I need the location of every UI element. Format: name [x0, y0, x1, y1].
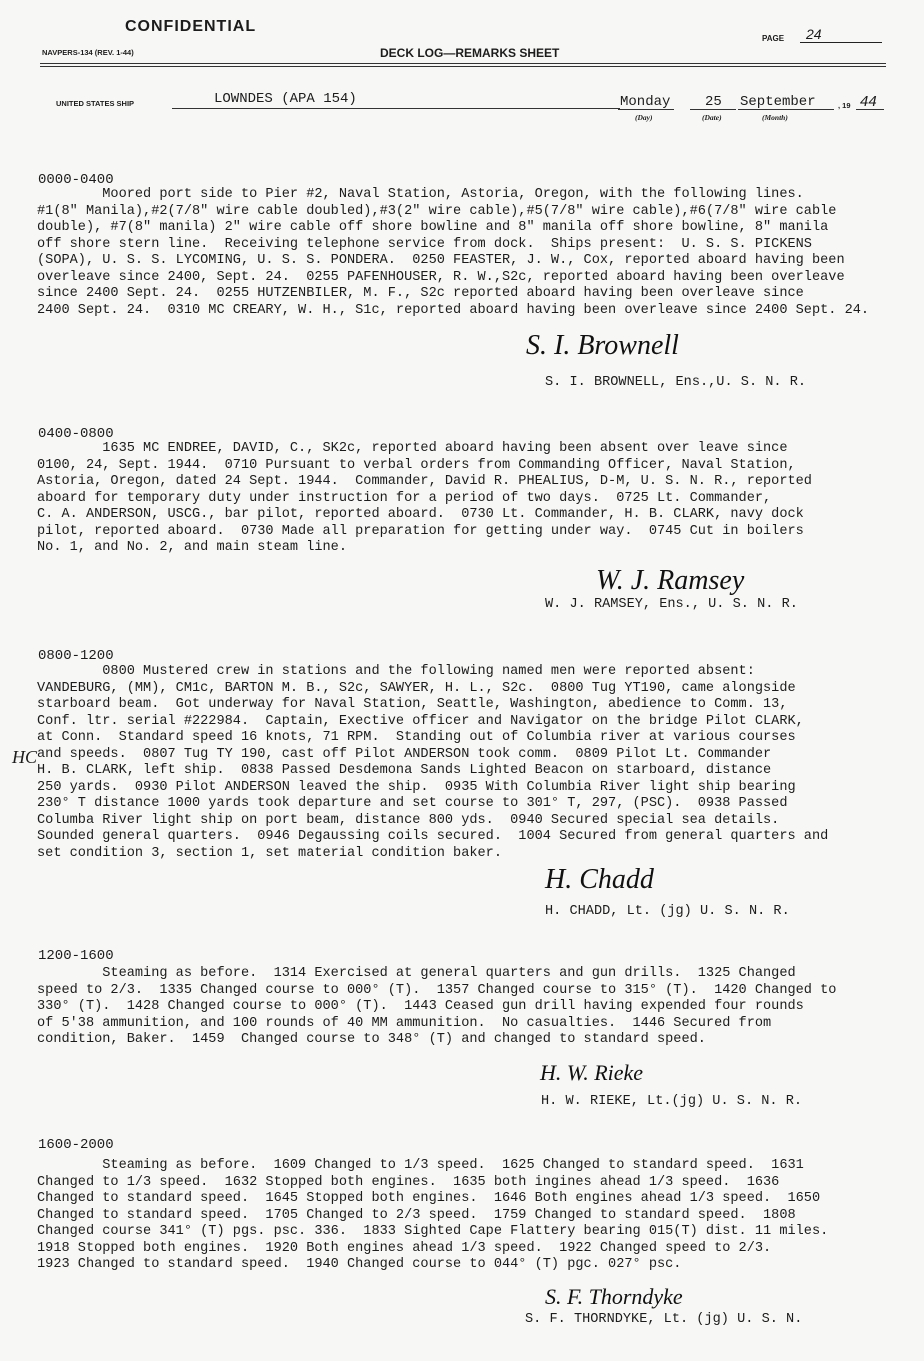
- watch-remarks: Steaming as before. 1609 Changed to 1/3 speed. 1625 Changed to standard speed. 1631 Changed to 1/3 speed. 1632 Stopped both engines. 1635 both ingines ahead 1/3 speed. 1636 Changed to standard speed. 1645 Stopped both engines. 1646 Both engines ahead 1/3 speed. 1650 Changed to standard speed. 1705 Changed to 2/3 speed. 1759 Changed to standard speed. 1808 Changed course 341° (T) pgs. psc. 336. 1833 Sighted Cape Flattery bearing 015(T) dist. 11 miles. 1918 Stopped both engines. 1920 Both engines ahead 1/3 speed. 1922 Changed speed to 2/3. 1923 Changed to standard speed. 1940 Changed course to 044° (T) pgc. 027° psc.: [37, 1158, 829, 1272]
- watch-remarks: 0800 Mustered crew in stations and the following named men were reported absent: VANDEBURG, (MM), CM1c, BARTON M. B., S2c, SAWYER, H. L., S2c. 0800 Tug YT190, came alongside starboard beam. Got underway for Naval Station, Seattle, Washington, abedience to Comm. 13, Conf. ltr. serial #222984. Captain, Exective officer and Navigator on the bridge Pilot CLARK, at Conn. Standard speed 16 knots, 71 RPM. Standing out of Columbia river at various courses and speeds. 0807 Tug TY 190, cast off Pilot ANDERSON took comm. 0809 Pilot Lt. Commander H. B. CLARK, left ship. 0838 Passed Desdemona Sands Lighted Beacon on starboard, distance 250 yards. 0930 Pilot ANDERSON leaved the ship. 0935 With Columbia River light ship bearing 230° T distance 1000 yards took departure and set course to 301° T, 297, (PSC). 0938 Passed Columba River light ship on port beam, distance 800 yds. 0940 Secured special sea details. Sounded general quarters. 0946 Degaussing coils secured. 1004 Secured from general quarters and set condition 3, section 1, set material condition baker.: [37, 664, 829, 861]
- form-number: NAVPERS-134 (REV. 1-44): [42, 48, 134, 57]
- watch-remarks: 1635 MC ENDREE, DAVID, C., SK2c, reported aboard having been absent over leave since 0100, 24, Sept. 1944. 0710 Pursuant to verbal orders from Commanding Officer, Naval Station, Astoria, Oregon, dated 24 Sept. 1944. Commander, David R. PHEALIUS, D-M, U. S. N. R., reported aboard for temporary duty under instruction for a period of two days. 0725 Lt. Commander, C. A. ANDERSON, USCG., bar pilot, reported aboard. 0730 Lt. Commander, H. B. CLARK, navy dock pilot, reported aboard. 0730 Made all preparation for getting under way. 0745 Cut in boilers No. 1, and No. 2, and main steam line.: [37, 441, 812, 555]
- watch-remarks: Steaming as before. 1314 Exercised at general quarters and gun drills. 1325 Changed speed to 2/3. 1335 Changed course to 000° (T). 1357 Changed course to 315° (T). 1420 Changed to 330° (T). 1428 Changed course to 000° (T). 1443 Ceased gun drill having expended four rounds of 5'38 ammunition, and 100 rounds of 40 MM ammunition. No casualties. 1446 Secured from condition, Baker. 1459 Changed course to 348° (T) and changed to standard speed.: [37, 966, 837, 1047]
- margin-initials: HC: [12, 747, 38, 767]
- watch-period: 0800-1200: [38, 648, 114, 664]
- log-day: Monday: [620, 94, 671, 110]
- officer-name: S. F. THORNDYKE, Lt. (jg) U. S. N.: [525, 1312, 803, 1327]
- officer-name: S. I. BROWNELL, Ens.,U. S. N. R.: [545, 375, 807, 390]
- watch-remarks: Moored port side to Pier #2, Naval Station, Astoria, Oregon, with the following lines. #1(8" Manila),#2(7/8" wire cable doubled),#3(2" wire cable),#5(7/8" wire cable),#6(7/8" wire cable double), #7(8" manila) 2" wire cable off shore bowline and 8" manila off shore bowline, 8" manila off shore stern line. Receiving telephone service from dock. Ships present: U. S. S. PICKENS (SOPA), U. S. S. LYCOMING, U. S. S. PONDERA. 0250 FEASTER, J. W., Cox, reported aboard having been overleave since 2400, Sept. 24. 0255 PAFENHOUSER, R. W.,S2c, reported aboard having been overleave since 2400 Sept. 24. 0255 HUTZENBILER, M. F., S2c reported aboard having been overleave since 2400 Sept. 24. 0310 MC CREARY, W. H., S1c, reported aboard having been overleave since 2400 Sept. 24.: [37, 187, 870, 318]
- ship-label: UNITED STATES SHIP: [56, 99, 135, 108]
- officer-signature: S. F. Thorndyke: [545, 1284, 683, 1309]
- watch-period: 1200-1600: [38, 948, 114, 964]
- page-title: DECK LOG—REMARKS SHEET: [380, 46, 560, 60]
- watch-period: 0000-0400: [38, 172, 114, 188]
- header-rule: [40, 63, 886, 64]
- officer-signature: H. Chadd: [545, 864, 654, 895]
- officer-signature: S. I. Brownell: [526, 330, 679, 361]
- ship-name: LOWNDES (APA 154): [214, 91, 357, 107]
- watch-period: 1600-2000: [38, 1137, 114, 1153]
- log-month: September: [740, 94, 816, 110]
- month-caption: (Month): [762, 113, 788, 122]
- page-number-underline: [800, 42, 882, 43]
- officer-signature: H. W. Rieke: [540, 1060, 644, 1085]
- page-label: PAGE: [762, 34, 785, 43]
- date-caption: (Date): [702, 113, 722, 122]
- day-underline: [618, 109, 674, 110]
- officer-name: W. J. RAMSEY, Ens., U. S. N. R.: [545, 597, 798, 612]
- officer-name: H. CHADD, Lt. (jg) U. S. N. R.: [545, 904, 790, 919]
- officer-signature: W. J. Ramsey: [596, 565, 745, 596]
- month-underline: [738, 109, 834, 110]
- log-year: 44: [860, 93, 877, 110]
- watch-period: 0400-0800: [38, 426, 114, 442]
- log-date: 25: [705, 94, 722, 110]
- classification-label: CONFIDENTIAL: [125, 18, 257, 35]
- ship-name-underline: [172, 108, 620, 109]
- officer-name: H. W. RIEKE, Lt.(jg) U. S. N. R.: [541, 1094, 803, 1109]
- header-rule-double: [40, 66, 886, 67]
- year-prefix: , 19: [838, 101, 851, 110]
- day-caption: (Day): [635, 113, 653, 122]
- year-underline: [856, 109, 884, 110]
- page-number: 24: [806, 26, 822, 42]
- date-underline: [690, 109, 736, 110]
